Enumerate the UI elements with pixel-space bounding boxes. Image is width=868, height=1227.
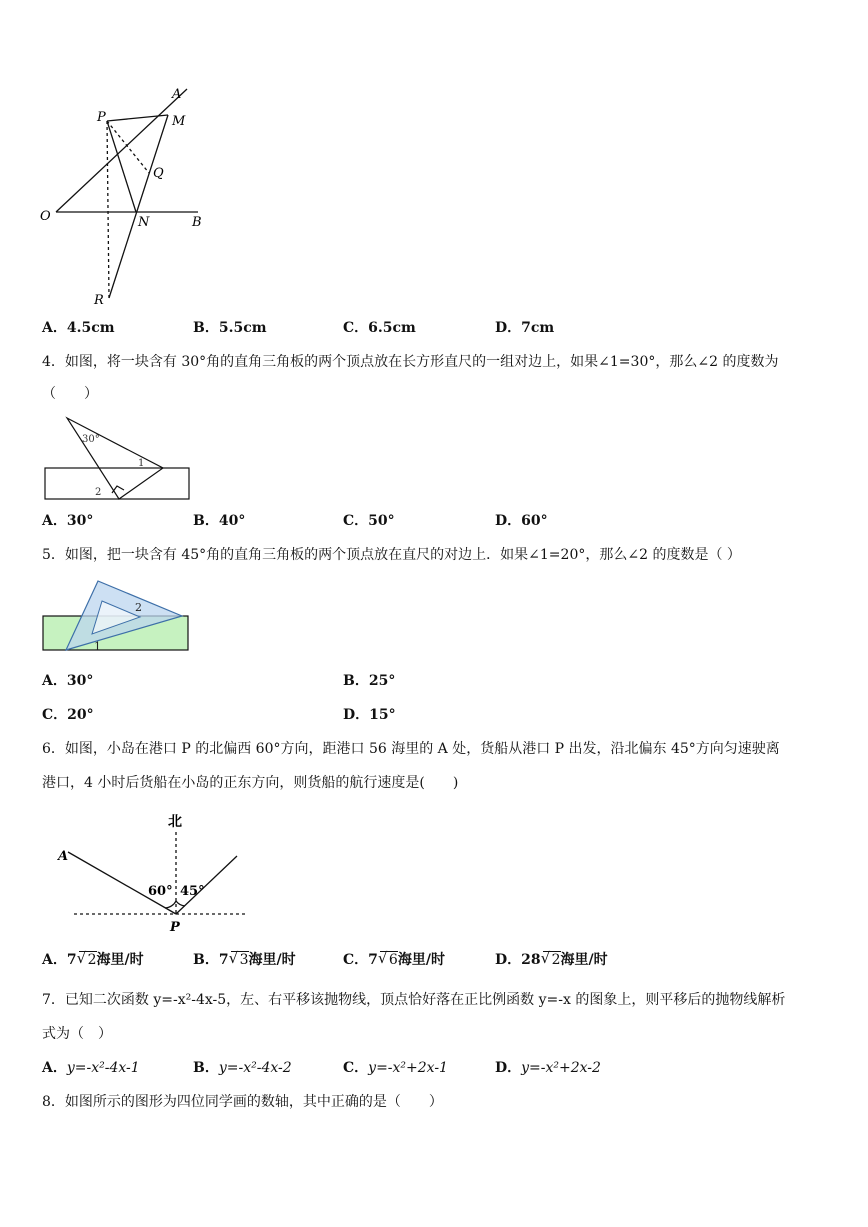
q8-stem: 8．如图所示的图形为四位同学画的数轴，其中正确的是（ ） (42, 1094, 443, 1110)
q4-angle1-label: 1 (138, 458, 145, 469)
q5-angle1-label: 1 (94, 640, 101, 653)
q3-option-b: B．5.5cm (193, 320, 267, 336)
label-Q: Q (153, 166, 164, 181)
q3-option-c: C．6.5cm (343, 320, 416, 336)
q6-stem-line1: 6．如图，小岛在港口 P 的北偏西 60°方向，距港口 56 海里的 A 处，货船从港口 P 出发，沿北偏东 45°方向匀速驶离 (42, 741, 780, 757)
q6-option-b: B．7√ 3海里/时 (193, 950, 296, 970)
q6-option-d: D．28√ 2海里/时 (495, 950, 608, 970)
q6-label-P: P (170, 920, 180, 934)
q4-option-c: C．50° (343, 513, 395, 529)
q4-angle30-label: 30° (82, 434, 100, 445)
q3-figure (36, 84, 216, 306)
q7-option-c: C．y=-x²+2x-1 (343, 1060, 448, 1076)
q4-option-b: B．40° (193, 513, 246, 529)
q5-option-a: A．30° (42, 673, 94, 689)
q6-stem-line2: 港口，4 小时后货船在小岛的正东方向，则货船的航行速度是( ) (42, 775, 459, 791)
q5-stem: 5．如图，把一块含有 45°角的直角三角板的两个顶点放在直尺的对边上．如果∠1=20°，那么∠2 的度数是（ ） (42, 547, 741, 563)
q6-figure (54, 808, 250, 934)
q5-option-d: D．15° (343, 707, 396, 723)
q3-option-a: A．4.5cm (42, 320, 115, 336)
q3-option-d: D．7cm (495, 320, 555, 336)
label-O: O (40, 209, 51, 224)
q7-option-b: B．y=-x²-4x-2 (193, 1060, 292, 1076)
q4-option-a: A．30° (42, 513, 94, 529)
label-B: B (192, 215, 202, 230)
q7-stem-line2: 式为（ ） (42, 1026, 112, 1042)
q6-option-c: C．7√ 6海里/时 (343, 950, 445, 970)
q7-option-a: A．y=-x²-4x-1 (42, 1060, 140, 1076)
label-P: P (97, 110, 106, 125)
q5-angle2-label: 2 (135, 601, 142, 614)
q5-option-b: B．25° (343, 673, 396, 689)
q4-stem-line2: （ ） (42, 386, 98, 402)
q6-north-label: 北 (168, 814, 182, 830)
q7-stem-line1: 7．已知二次函数 y=-x²-4x-5，左、右平移该抛物线，顶点恰好落在正比例函数 y=-x 的图象上，则平移后的抛物线解析 (42, 992, 786, 1008)
q5-figure (40, 577, 192, 655)
label-R: R (94, 293, 104, 306)
q6-option-a: A．7√ 2海里/时 (42, 950, 144, 970)
label-N: N (138, 215, 150, 230)
q6-angle45-label: 45° (180, 884, 205, 899)
q4-angle2-label: 2 (95, 487, 102, 498)
q4-stem-line1: 4．如图，将一块含有 30°角的直角三角板的两个顶点放在长方形直尺的一组对边上，如果∠1=30°，那么∠2 的度数为 (42, 354, 779, 370)
q7-option-d: D．y=-x²+2x-2 (495, 1060, 601, 1076)
label-M: M (172, 114, 186, 129)
q6-label-A: A (58, 849, 69, 864)
q5-option-c: C．20° (42, 707, 94, 723)
q6-angle60-label: 60° (148, 884, 173, 899)
q4-option-d: D．60° (495, 513, 548, 529)
q4-figure (42, 413, 194, 503)
label-A: A (172, 87, 182, 102)
